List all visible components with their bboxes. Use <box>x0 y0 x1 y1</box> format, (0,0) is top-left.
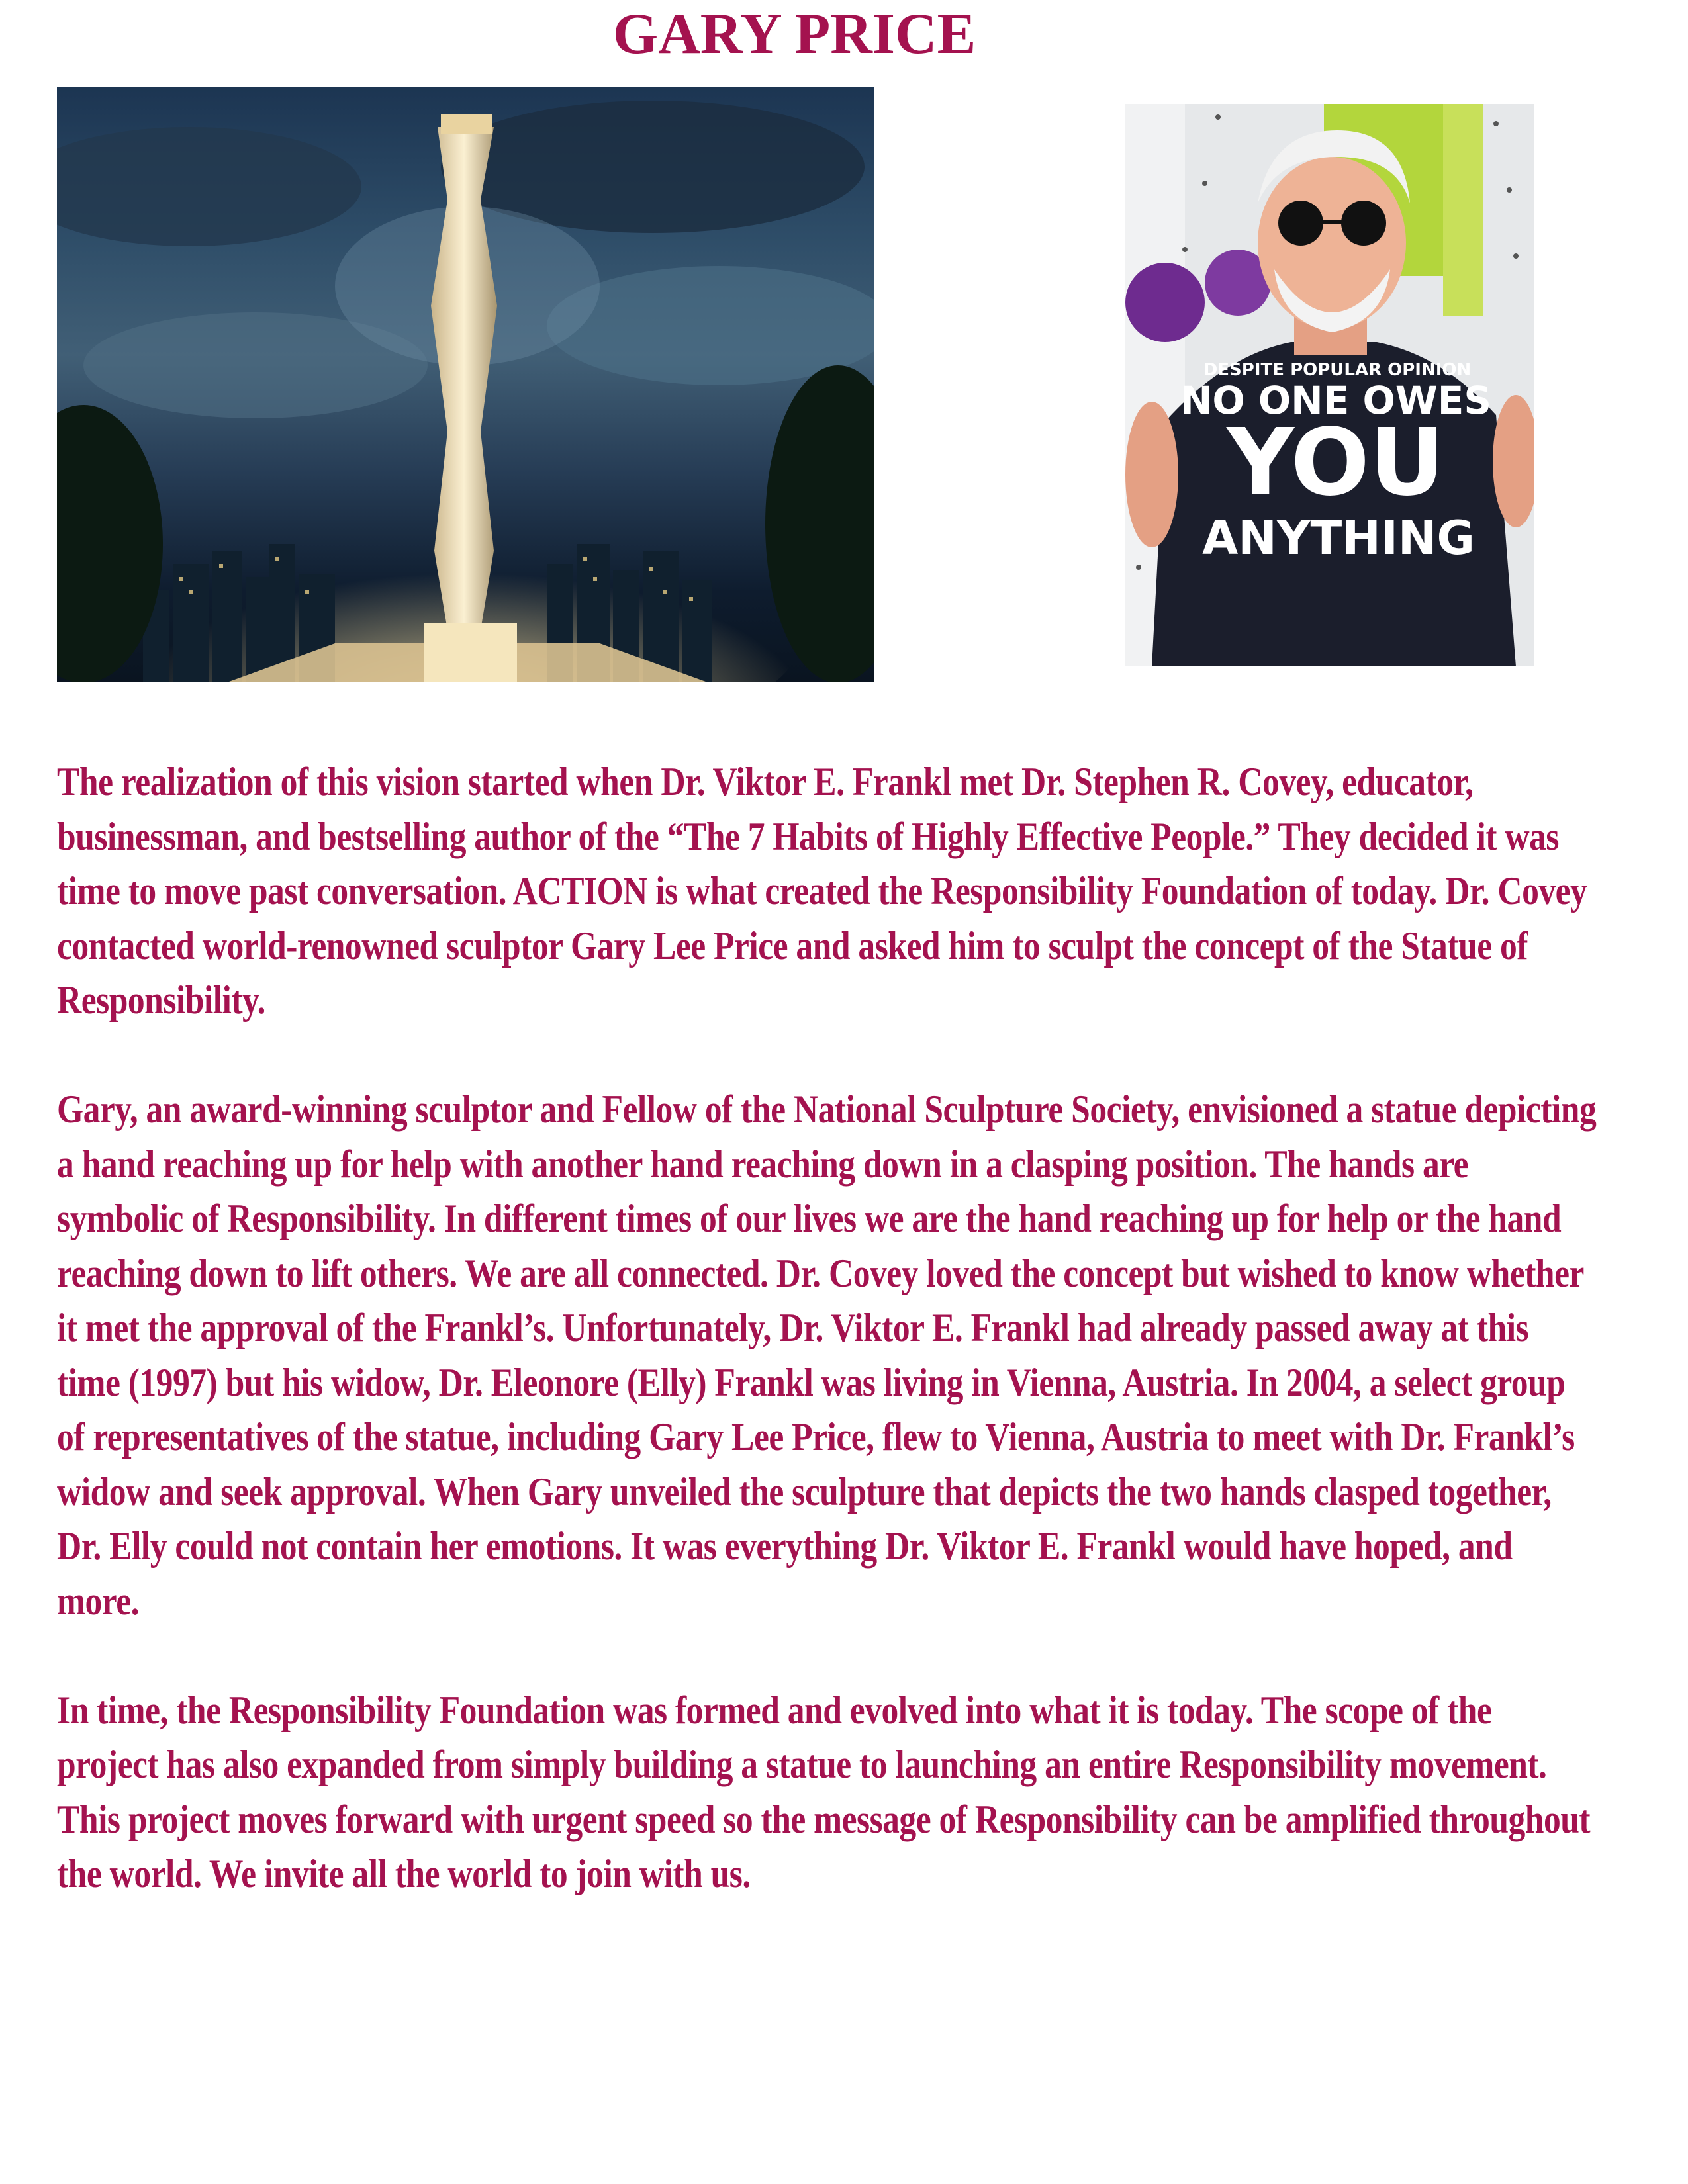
shirt-text-line3: YOU <box>1227 409 1445 517</box>
sculptor-portrait-photo <box>1125 104 1534 666</box>
shirt-text-line1: DESPITE POPULAR OPINION <box>1203 360 1472 380</box>
statue-tower-illustration <box>57 87 874 682</box>
page-title: GARY PRICE <box>612 2 976 66</box>
paragraph-1: The realization of this vision started when Dr. Viktor E. Frankl met Dr. Stephen R. Covey, educator, businessman, and bestselling author of the “The 7 Habits of Highly Effective People.” They decided it was time to move past conversation. ACTION is what created the Responsibility Foundation of today. Dr. Covey contacted world-renowned sculptor Gary Lee Price and asked him to sculpt the concept of the Statue of Responsibility. <box>57 760 1587 1022</box>
shirt-text-line4: ANYTHING <box>1202 511 1475 565</box>
shirt-text-line2: NO ONE OWES <box>1180 378 1492 423</box>
body-text <box>57 754 1597 1901</box>
portrait-illustration <box>1125 104 1534 666</box>
paragraph-2: Gary, an award-winning sculptor and Fellow of the National Sculpture Society, envisioned a statue depicting a hand reaching up for help with another hand reaching down in a clasping position. The hands are symbolic of Responsibility. In different times of our lives we are the hand reaching up for help or the hand reaching down to lift others. We are all connected. Dr. Covey loved the concept but wished to know whether it met the approval of the Frankl’s. Unfortunately, Dr. Viktor E. Frankl had already passed away at this time (1997) but his widow, Dr. Eleonore (Elly) Frankl was living in Vienna, Austria. In 2004, a select group of representatives of the statue, including Gary Lee Price, flew to Vienna, Austria to meet with Dr. Frankl’s widow and seek approval. When Gary unveiled the sculpture that depicts the two hands clasped together, Dr. Elly could not contain her emotions. It was everything Dr. Viktor E. Frankl would have hoped, and more. <box>57 1087 1597 1623</box>
paragraph-3: In time, the Responsibility Foundation was formed and evolved into what it is today. The scope of the project has also expanded from simply building a statue to launching an entire Responsibility movement. This project moves forward with urgent speed so the message of Responsibility can be amplified throughout the world. We invite all the world to join with us. <box>57 1688 1591 1895</box>
statue-tower-photo <box>57 87 874 682</box>
